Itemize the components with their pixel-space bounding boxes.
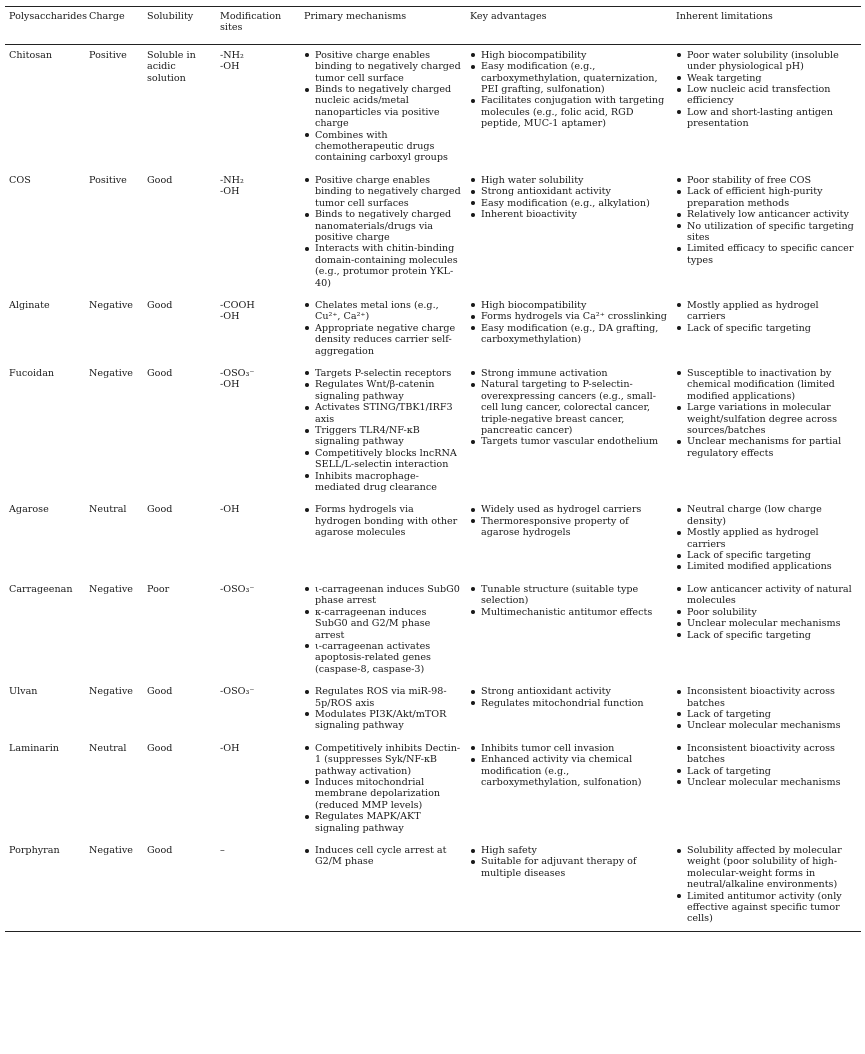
charge-cell: Neutral [89,742,127,754]
advantage-item: Enhanced activity via chemical modification (e.g., carboxymethylation, sulfonation) [470,754,668,788]
limitations-cell [672,840,861,931]
charge-cell: Negative [89,299,133,311]
solubility-cell: Good [147,504,173,516]
header-key-advantages: Key advantages [466,7,672,45]
table-row [5,363,861,499]
limitation-item: Lack of specific targeting [676,323,857,334]
limitation-item: Unclear molecular mechanisms [676,720,857,731]
limitations-cell [672,44,861,170]
mechanism-item: ι-carrageenan induces SubG0 phase arrest [304,584,462,607]
limitation-item: Limited antitumor activity (only effective against specific tumor cells) [676,891,857,925]
polysaccharide-name: Fucoidan [9,367,55,379]
limitation-item: Inconsistent bioactivity across batches [676,686,857,709]
header-charge: Charge [85,7,143,45]
modification-site: -NH₂ [220,49,244,61]
limitation-item: Solubility affected by molecular weight (poor solubility of high-molecular-weight forms in neutral/alkaline environments) [676,845,857,891]
mechanism-item: Activates STING/TBK1/IRF3 axis [304,402,462,425]
modification-sites-cell [216,44,300,170]
table-row [5,681,861,738]
advantage-item: Multimechanistic antitumor effects [470,607,668,618]
modification-site: -OH [220,61,240,73]
advantages-cell-list [470,845,668,879]
header-row [5,7,861,45]
mechanisms-cell-list [304,368,462,493]
mechanism-item: Regulates MAPK/AKT signaling pathway [304,811,462,834]
solubility-cell: Soluble in acidic solution [147,49,196,84]
mechanisms-cell-list [304,300,462,357]
polysaccharide-name: Laminarin [9,742,59,754]
advantage-item: Forms hydrogels via Ca²⁺ crosslinking [470,311,668,322]
modification-site: -OH [220,311,240,323]
limitations-cell [672,499,861,578]
polysaccharide-name: COS [9,174,31,186]
limitations-cell [672,681,861,738]
advantages-cell-list [470,584,668,618]
charge-cell: Positive [89,49,127,61]
modification-site: -OH [220,742,240,754]
polysaccharide-name: Chitosan [9,49,53,61]
mechanisms-cell-list [304,743,462,834]
limitation-item: Low anticancer activity of natural molecules [676,584,857,607]
polysaccharide-name: Porphyran [5,840,85,931]
polysaccharide-name: Alginate [9,299,50,311]
header-polysaccharides: Polysaccharides [5,7,85,45]
solubility-cell: Good [147,174,173,186]
solubility-cell: Good [143,840,216,931]
table-row [5,170,861,295]
modification-sites-cell [216,579,300,681]
limitations-cell-list [676,584,857,641]
limitation-item: No utilization of specific targeting sites [676,221,857,244]
charge-cell: Negative [89,686,133,698]
modification-site: -OH [220,379,240,391]
limitation-item: Mostly applied as hydrogel carriers [676,300,857,323]
advantages-cell [466,840,672,931]
limitation-item: Susceptible to inactivation by chemical modification (limited modified applications) [676,368,857,402]
modification-site: -OH [220,504,240,516]
modification-site: -OSO₃⁻ [220,367,255,379]
advantage-item: Easy modification (e.g., carboxymethylation, quaternization, PEI grafting, sulfonation) [470,61,668,95]
solubility-cell: Good [147,367,173,379]
limitation-item: Lack of targeting [676,766,857,777]
limitation-item: Low and short-lasting antigen presentation [676,107,857,130]
table-body [5,44,861,931]
charge-cell: Negative [89,367,133,379]
advantage-item: Targets tumor vascular endothelium [470,436,668,447]
limitation-item: Inconsistent bioactivity across batches [676,743,857,766]
charge-cell: Negative [89,583,133,595]
advantage-item: Inherent bioactivity [470,209,668,220]
charge-cell: Neutral [89,504,127,516]
modification-sites-cell [216,363,300,499]
charge-cell: Positive [89,174,127,186]
mechanism-item: Targets P-selectin receptors [304,368,462,379]
mechanism-item: Interacts with chitin-binding domain-containing molecules (e.g., protumor protein YKL-40) [304,243,462,289]
mechanism-item: Competitively blocks lncRNA SELL/L-selectin interaction [304,448,462,471]
advantage-item: High safety [470,845,668,856]
advantages-cell-list [470,50,668,130]
mechanism-item: Appropriate negative charge density reduces carrier self-aggregation [304,323,462,357]
limitations-cell [672,295,861,363]
modification-site: -NH₂ [220,174,244,186]
table-header [5,7,861,45]
advantages-cell [466,738,672,840]
mechanism-item: Inhibits macrophage-mediated drug clearance [304,471,462,494]
mechanisms-cell [300,170,466,295]
limitation-item: Poor stability of free COS [676,175,857,186]
advantages-cell-list [470,743,668,789]
limitations-cell [672,363,861,499]
modification-site: – [220,845,225,856]
modification-site: -OSO₃⁻ [220,686,255,698]
mechanisms-cell-list [304,50,462,164]
modification-sites-cell [216,295,300,363]
limitation-item: Limited modified applications [676,561,857,572]
limitation-item: Lack of efficient high-purity preparation methods [676,186,857,209]
limitation-item: Poor water solubility (insoluble under physiological pH) [676,50,857,73]
header-modification-sites: Modification sites [216,7,300,45]
limitations-cell [672,738,861,840]
advantages-cell-list [470,686,668,709]
limitations-cell [672,579,861,681]
limitation-item: Lack of specific targeting [676,630,857,641]
limitations-cell-list [676,743,857,789]
advantage-item: Thermoresponsive property of agarose hydrogels [470,516,668,539]
limitation-item: Mostly applied as hydrogel carriers [676,527,857,550]
mechanisms-cell-list [304,845,462,868]
advantages-cell-list [470,504,668,538]
mechanisms-cell-list [304,175,462,289]
advantages-cell [466,44,672,170]
limitations-cell-list [676,175,857,266]
polysaccharide-comparison-table [5,6,861,932]
modification-sites-cell [216,840,300,931]
limitations-cell-list [676,686,857,732]
advantage-item: Easy modification (e.g., alkylation) [470,198,668,209]
mechanism-item: Positive charge enables binding to negatively charged tumor cell surfaces [304,175,462,209]
table-row [5,579,861,681]
advantages-cell [466,170,672,295]
mechanisms-cell [300,738,466,840]
limitation-item: Unclear molecular mechanisms [676,618,857,629]
advantages-cell-list [470,175,668,221]
limitation-item: Limited efficacy to specific cancer types [676,243,857,266]
mechanism-item: κ-carrageenan induces SubG0 and G2/M phase arrest [304,607,462,641]
modification-sites-cell [216,681,300,738]
header-solubility: Solubility [143,7,216,45]
limitations-cell-list [676,368,857,459]
modification-site: -COOH [220,299,255,311]
advantage-item: Regulates mitochondrial function [470,698,668,709]
limitations-cell-list [676,504,857,572]
mechanisms-cell [300,44,466,170]
advantage-item: Inhibits tumor cell invasion [470,743,668,754]
mechanism-item: Forms hydrogels via hydrogen bonding with other agarose molecules [304,504,462,538]
header-primary-mechanisms: Primary mechanisms [300,7,466,45]
charge-cell: Negative [85,840,143,931]
limitation-item: Neutral charge (low charge density) [676,504,857,527]
modification-sites-cell [216,499,300,578]
solubility-cell: Good [147,299,173,311]
mechanism-item: Chelates metal ions (e.g., Cu²⁺, Ca²⁺) [304,300,462,323]
limitations-cell [672,170,861,295]
advantage-item: Strong immune activation [470,368,668,379]
advantage-item: Suitable for adjuvant therapy of multiple diseases [470,856,668,879]
advantage-item: High biocompatibility [470,50,668,61]
mechanisms-cell [300,840,466,931]
table-row [5,738,861,840]
limitation-item: Weak targeting [676,73,857,84]
solubility-cell: Poor [147,583,170,595]
limitation-item: Lack of targeting [676,709,857,720]
mechanisms-cell-list [304,504,462,538]
mechanism-item: Binds to negatively charged nucleic acids/metal nanoparticles via positive charge [304,84,462,130]
advantages-cell [466,681,672,738]
advantage-item: Easy modification (e.g., DA grafting, carboxymethylation) [470,323,668,346]
advantages-cell [466,579,672,681]
limitation-item: Unclear molecular mechanisms [676,777,857,788]
modification-sites-cell [216,170,300,295]
modification-site: -OSO₃⁻ [220,583,255,595]
limitations-cell-list [676,50,857,130]
advantage-item: Natural targeting to P-selectin-overexpressing cancers (e.g., small-cell lung cancer, colorectal cancer, triple-negative breast cancer, pancreatic cancer) [470,379,668,436]
mechanisms-cell-list [304,686,462,732]
header-inherent-limitations: Inherent limitations [672,7,861,45]
mechanism-item: ι-carrageenan activates apoptosis-related genes (caspase-8, caspase-3) [304,641,462,675]
modification-sites-cell [216,738,300,840]
table-row [5,295,861,363]
mechanism-item: Competitively inhibits Dectin-1 (suppresses Syk/NF-κB pathway activation) [304,743,462,777]
solubility-cell: Good [147,686,173,698]
advantages-cell [466,295,672,363]
mechanism-item: Induces cell cycle arrest at G2/M phase [304,845,462,868]
mechanism-item: Binds to negatively charged nanomaterials/drugs via positive charge [304,209,462,243]
advantage-item: High biocompatibility [470,300,668,311]
polysaccharide-name: Carrageenan [9,583,73,595]
table-row [5,840,861,931]
limitation-item: Low nucleic acid transfection efficiency [676,84,857,107]
mechanism-item: Regulates ROS via miR-98-5p/ROS axis [304,686,462,709]
mechanisms-cell [300,363,466,499]
mechanisms-cell-list [304,584,462,675]
limitation-item: Unclear mechanisms for partial regulatory effects [676,436,857,459]
table-row [5,44,861,170]
limitation-item: Relatively low anticancer activity [676,209,857,220]
modification-site: -OH [220,186,240,198]
mechanisms-cell [300,579,466,681]
mechanisms-cell [300,681,466,738]
advantages-cell [466,499,672,578]
advantage-item: Widely used as hydrogel carriers [470,504,668,515]
polysaccharide-name: Agarose [9,504,49,516]
limitations-cell-list [676,845,857,925]
limitation-item: Lack of specific targeting [676,550,857,561]
advantages-cell-list [470,300,668,346]
mechanism-item: Positive charge enables binding to negatively charged tumor cell surface [304,50,462,84]
advantages-cell [466,363,672,499]
mechanisms-cell [300,295,466,363]
mechanism-item: Modulates PI3K/Akt/mTOR signaling pathway [304,709,462,732]
mechanism-item: Triggers TLR4/NF-κB signaling pathway [304,425,462,448]
solubility-cell: Good [147,742,173,754]
advantage-item: Strong antioxidant activity [470,686,668,697]
table-row [5,499,861,578]
limitation-item: Large variations in molecular weight/sulfation degree across sources/batches [676,402,857,436]
limitation-item: Poor solubility [676,607,857,618]
mechanism-item: Combines with chemotherapeutic drugs containing carboxyl groups [304,130,462,164]
limitations-cell-list [676,300,857,334]
advantage-item: Tunable structure (suitable type selection) [470,584,668,607]
advantages-cell-list [470,368,668,448]
advantage-item: High water solubility [470,175,668,186]
mechanism-item: Induces mitochondrial membrane depolarization (reduced MMP levels) [304,777,462,811]
mechanisms-cell [300,499,466,578]
advantage-item: Strong antioxidant activity [470,186,668,197]
polysaccharide-name: Ulvan [9,686,38,698]
mechanism-item: Regulates Wnt/β-catenin signaling pathway [304,379,462,402]
advantage-item: Facilitates conjugation with targeting molecules (e.g., folic acid, RGD peptide, MUC-1 aptamer) [470,95,668,129]
